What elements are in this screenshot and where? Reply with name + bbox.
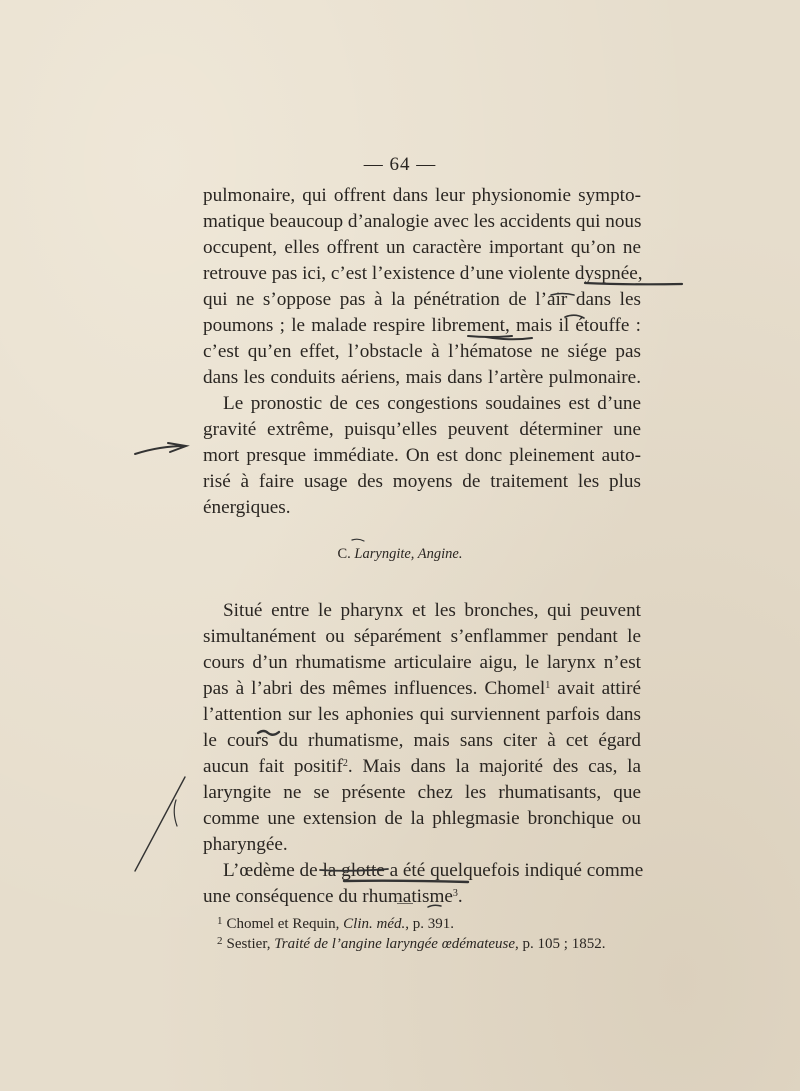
text-segment: avait attiré (557, 678, 641, 699)
footnote-ref: 3 (452, 888, 458, 899)
text-line: l’attention sur les aphonies qui surviennent parfois dans (203, 704, 641, 725)
text-line: Situé entre le pharynx et les bronches, qui peuvent (223, 600, 641, 621)
margin-stroke (135, 777, 185, 871)
text-line: pulmonaire, qui offrent dans leur physionomie sympto- (203, 185, 641, 206)
pencil-dash (352, 539, 364, 541)
footnote-title: Traité de l’angine laryngée œdémateuse (274, 936, 516, 952)
footnote-title: Clin. méd. (343, 916, 406, 932)
footnote-number: 1 (217, 915, 223, 927)
text-line: le cours du rhumatisme, mais sans citer à cet égard (203, 730, 641, 751)
section-heading (0, 546, 800, 563)
footnote-1 (217, 914, 637, 934)
text-line: pharyngée. (203, 834, 288, 855)
footnote-rest: , p. 391. (405, 916, 454, 932)
text-line: laryngite ne se présente chez les rhumatisants, que (203, 782, 641, 803)
text-line: mort presque immédiate. On est donc pleinement auto- (203, 445, 641, 466)
text-line: dans les conduits aériens, mais dans l’artère pulmonaire. (203, 367, 641, 388)
text-line: occupent, elles offrent un caractère important qu’on ne (203, 237, 641, 258)
footnote-rule (397, 903, 413, 904)
footnote-ref: 1 (545, 680, 551, 691)
text-segment: . Mais dans la majorité des cas, la (347, 756, 641, 777)
page-number: — 64 — (363, 154, 437, 175)
footnote-author: Chomel et Requin, (226, 916, 340, 932)
section-letter: C. (337, 546, 351, 562)
text-line: cours d’un rhumatisme articulaire aigu, le larynx n’est (203, 652, 641, 673)
text-line: L’œdème de la glotte a été quelquefois indiqué comme (223, 860, 644, 881)
text-line: qui ne s’oppose pas à la pénétration de l’air dans les (203, 289, 641, 310)
text-line: matique beaucoup d’analogie avec les accidents qui nous (203, 211, 642, 232)
margin-arrow-icon (135, 443, 186, 454)
text-line (203, 676, 641, 702)
text-line: poumons ; le malade respire librement, mais il étouffe : (203, 315, 641, 336)
footnote-ref: 2 (342, 758, 348, 769)
text-line: comme une extension de la phlegmasie bronchique ou (203, 808, 641, 829)
text-segment: pas à l’abri des mêmes influences. Chomel (203, 678, 546, 699)
text-line: Le pronostic de ces congestions soudaines est d’une (223, 393, 641, 414)
text-line: simultanément ou séparément s’enflammer pendant le (203, 626, 641, 647)
text-segment: une conséquence du rhumatisme (203, 886, 453, 907)
text-line (203, 884, 641, 910)
text-segment: . (457, 886, 463, 907)
text-line: risé à faire usage des moyens de traitement les plus (203, 471, 641, 492)
margin-stroke (174, 800, 177, 826)
section-title: Laryngite, Angine. (354, 546, 463, 562)
footnote-author: Sestier, (226, 936, 271, 952)
text-line: c’est qu’en effet, l’obstacle à l’hématose ne siége pas (203, 341, 641, 362)
footnote-number: 2 (217, 935, 223, 947)
text-line (203, 754, 641, 780)
text-line: énergiques. (203, 497, 291, 518)
text-line: gravité extrême, puisqu’elles peuvent déterminer une (203, 419, 641, 440)
text-line: retrouve pas ici, c’est l’existence d’une violente dyspnée, (203, 263, 643, 284)
footnote-rest: , p. 105 ; 1852. (515, 936, 606, 952)
text-segment: aucun fait positif (203, 756, 343, 777)
footnote-2 (217, 934, 637, 954)
